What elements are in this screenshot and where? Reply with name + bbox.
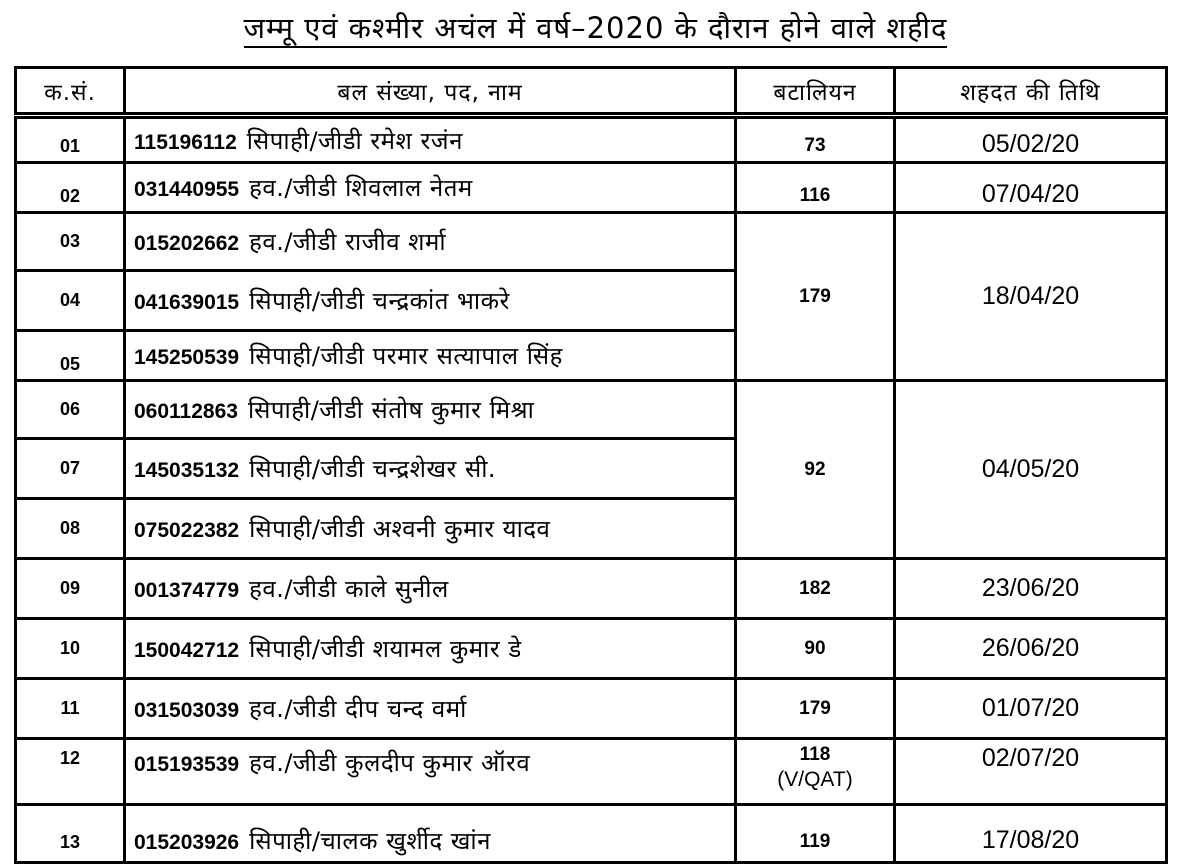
- date-cell: 07/04/20: [895, 163, 1167, 213]
- table-row: [16, 213, 1167, 271]
- battalion-cell: 92: [736, 381, 895, 559]
- force-number: 060112863: [134, 400, 238, 423]
- serial-cell: 02: [16, 163, 125, 213]
- header-date: शहदत की तिथि: [895, 68, 1167, 114]
- force-number: 031503039: [134, 699, 240, 722]
- name-cell: [125, 499, 736, 559]
- battalion-suffix: (V/QAT): [777, 768, 853, 791]
- martyrs-table: [14, 66, 1168, 864]
- serial-cell: 07: [16, 439, 125, 499]
- battalion-cell: 116: [736, 163, 895, 213]
- rank-name: हव./जीडी कुलदीप कुमार ऑरव: [249, 749, 531, 777]
- name-cell: [125, 679, 736, 739]
- rank-name: सिपाही/जीडी चन्द्रशेखर सी.: [249, 455, 497, 483]
- name-cell: [125, 559, 736, 619]
- name-cell: [125, 331, 736, 381]
- battalion-cell: 179: [736, 213, 895, 381]
- header-serial: क.सं.: [16, 68, 125, 114]
- serial-cell: 08: [16, 499, 125, 559]
- table-row: [16, 163, 1167, 213]
- name-cell: [125, 619, 736, 679]
- date-cell: 18/04/20: [895, 213, 1167, 381]
- rank-name: सिपाही/जीडी संतोष कुमार मिश्रा: [247, 396, 535, 424]
- rank-name: सिपाही/जीडी परमार सत्यापाल सिंह: [249, 342, 563, 370]
- rank-name: हव./जीडी काले सुनील: [249, 575, 449, 603]
- force-number: 041639015: [134, 291, 240, 314]
- date-cell: 26/06/20: [895, 619, 1167, 679]
- battalion-cell: 182: [736, 559, 895, 619]
- date-cell: 23/06/20: [895, 559, 1167, 619]
- serial-cell: 12: [16, 739, 125, 805]
- serial-cell: 06: [16, 381, 125, 439]
- serial-cell: 03: [16, 213, 125, 271]
- table-row: [16, 739, 1167, 805]
- header-battalion: बटालियन: [736, 68, 895, 114]
- force-number: 075022382: [134, 519, 240, 542]
- force-number: 015193539: [134, 753, 240, 776]
- rank-name: हव./जीडी राजीव शर्मा: [249, 228, 447, 256]
- rank-name: हव./जीडी दीप चन्द वर्मा: [249, 695, 467, 723]
- force-number: 145035132: [134, 459, 240, 482]
- serial-cell: 13: [16, 805, 125, 863]
- force-number: 145250539: [134, 346, 240, 369]
- name-cell: [125, 739, 736, 805]
- date-cell: 01/07/20: [895, 679, 1167, 739]
- table-header-row: [16, 68, 1167, 114]
- battalion-cell: 179: [736, 679, 895, 739]
- battalion-cell: 73: [736, 118, 895, 163]
- date-cell: 04/05/20: [895, 381, 1167, 559]
- date-cell: 02/07/20: [895, 739, 1167, 805]
- force-number: 015202662: [134, 232, 240, 255]
- serial-cell: 05: [16, 331, 125, 381]
- rank-name: सिपाही/जीडी शयामल कुमार डे: [249, 635, 522, 663]
- serial-cell: 11: [16, 679, 125, 739]
- force-number: 031440955: [134, 178, 240, 201]
- battalion-cell: 90: [736, 619, 895, 679]
- name-cell: [125, 163, 736, 213]
- force-number: 150042712: [134, 639, 240, 662]
- name-cell: [125, 381, 736, 439]
- serial-cell: 10: [16, 619, 125, 679]
- table-row: [16, 381, 1167, 439]
- serial-cell: 09: [16, 559, 125, 619]
- name-cell: [125, 271, 736, 331]
- rank-name: हव./जीडी शिवलाल नेतम: [249, 174, 473, 202]
- force-number: 001374779: [134, 579, 240, 602]
- table-row: [16, 619, 1167, 679]
- battalion-number: 118: [799, 744, 831, 765]
- serial-cell: 04: [16, 271, 125, 331]
- name-cell: [125, 439, 736, 499]
- battalion-cell: [736, 739, 895, 805]
- table-row: [16, 118, 1167, 163]
- name-cell: [125, 118, 736, 163]
- name-cell: [125, 805, 736, 863]
- table-row: [16, 559, 1167, 619]
- date-cell: 05/02/20: [895, 118, 1167, 163]
- rank-name: सिपाही/चालक खुर्शीद खांन: [249, 827, 491, 855]
- document-title: जम्मू एवं कश्मीर अचंल में वर्ष–2020 के दौरान होने वाले शहीद: [0, 8, 1191, 47]
- force-number: 015203926: [134, 831, 240, 854]
- name-cell: [125, 213, 736, 271]
- rank-name: सिपाही/जीडी चन्द्रकांत भाकरे: [249, 287, 510, 315]
- table-row: [16, 679, 1167, 739]
- serial-cell: 01: [16, 118, 125, 163]
- date-cell: 17/08/20: [895, 805, 1167, 863]
- rank-name: सिपाही/जीडी रमेश रजंन: [246, 126, 463, 155]
- battalion-cell: 119: [736, 805, 895, 863]
- force-number: 115196112: [134, 130, 237, 154]
- table-row: [16, 805, 1167, 863]
- header-force-no-rank-name: बल संख्या, पद, नाम: [125, 68, 736, 114]
- rank-name: सिपाही/जीडी अश्वनी कुमार यादव: [249, 515, 551, 543]
